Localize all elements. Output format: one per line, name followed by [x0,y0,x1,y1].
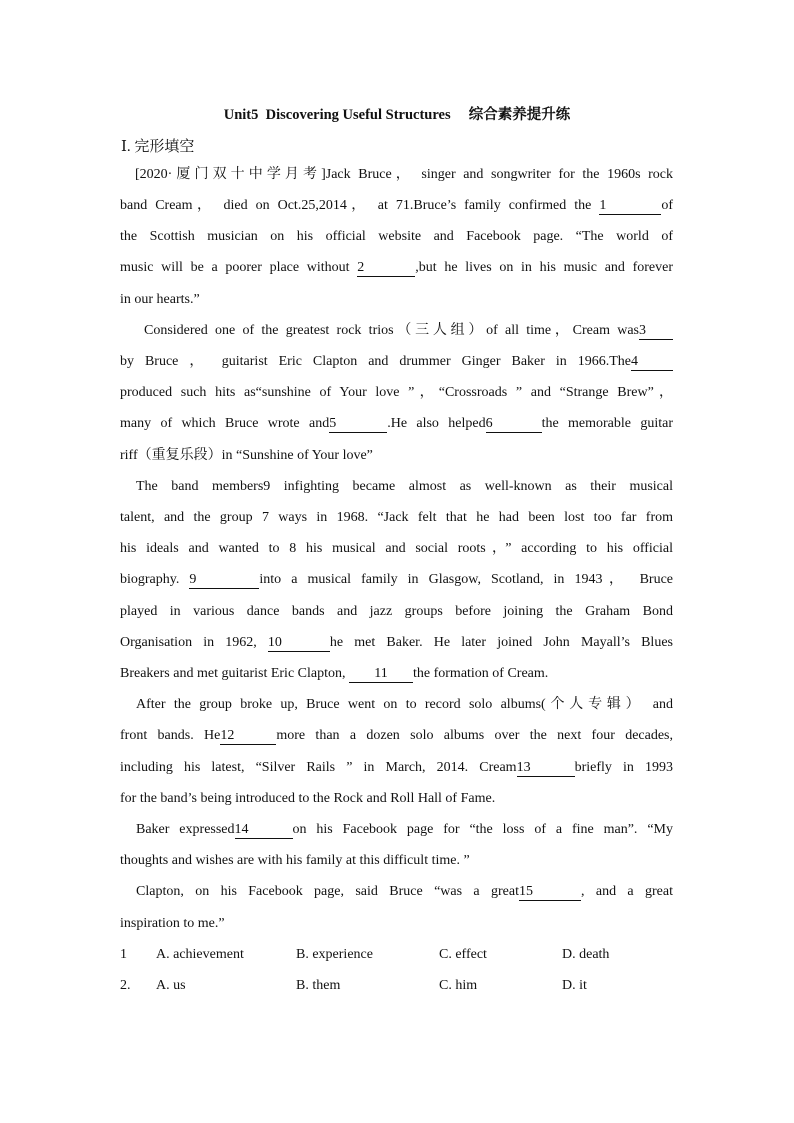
passage-line: thoughts and wishes are with his family at this difficult time. ” [120,853,470,868]
passage-line: music will be a poorer place without 2 ,but he lives on in his music and forever [120,260,674,275]
blank-6[interactable]: 6 [486,416,542,433]
option-d[interactable]: D. it [562,978,587,993]
passage-line: the Scottish musician on his official website and Facebook page. “The world of [120,229,673,244]
blank-4[interactable]: 4 [631,354,673,371]
passage-line: Breakers and met guitarist Eric Clapton, 11 the formation of Cream. [120,666,549,681]
passage-line: many of which Bruce wrote and5 .He also helped6 the memorable guitar [120,416,673,431]
blank-9[interactable]: 9 [189,572,259,589]
passage-line: including his latest, “Silver Rails ” in March, 2014. Cream13 briefly in 1993 [120,760,673,775]
blank-5[interactable]: 5 [329,416,387,433]
passage-line: in our hearts.” [120,292,200,307]
option-b[interactable]: B. them [296,978,341,993]
passage-line: The band members9 infighting became almost as well-known as their musical [136,479,673,494]
option-a[interactable]: A. us [156,978,186,993]
passage-line: Considered one of the greatest rock trios（三人组）of all time，Cream was3 [144,321,673,341]
blank-13[interactable]: 13 [517,760,575,777]
blank-1[interactable]: 1 [599,198,661,215]
option-c[interactable]: C. effect [439,947,487,962]
passage-line: Baker expressed14 on his Facebook page for “the loss of a fine man”. “My [136,822,673,837]
passage-line: front bands. He12 more than a dozen solo albums over the next four decades, [120,728,673,743]
passage-line: riff（重复乐段）in “Sunshine of Your love” [120,448,373,463]
passage-line: Clapton, on his Facebook page, said Bruce “was a great15 , and a great [136,884,673,899]
passage-line: produced such hits as“sunshine of Your love ”，“Crossroads ” and “Strange Brew”， [120,385,673,400]
blank-15[interactable]: 15 [519,884,581,901]
question-number: 1 [120,947,127,962]
passage-line: After the group broke up, Bruce went on to record solo albums(个人专辑） and [136,697,673,712]
passage-line: band Cream， died on Oct.25,2014， at 71.Bruce’s family confirmed the 1 of [120,198,673,213]
passage-line: inspiration to me.” [120,916,225,931]
section-heading: Ⅰ. 完形填空 [121,139,195,155]
question-number: 2. [120,978,131,993]
option-c[interactable]: C. him [439,978,478,993]
worksheet-title: Unit5 Discovering Useful Structures 综合素养提升练 [223,107,571,123]
option-a[interactable]: A. achievement [156,947,244,962]
passage-line: his ideals and wanted to 8 his musical and social roots，” according to his official [120,541,673,556]
passage-line: Organisation in 1962, 10 he met Baker. He later joined John Mayall’s Blues [120,635,673,650]
passage-line: played in various dance bands and jazz groups before joining the Graham Bond [120,604,673,619]
blank-2[interactable]: 2 [357,260,415,277]
option-b[interactable]: B. experience [296,947,373,962]
blank-10[interactable]: 10 [268,635,330,652]
passage-line: for the band’s being introduced to the Rock and Roll Hall of Fame. [120,791,496,806]
option-d[interactable]: D. death [562,947,610,962]
blank-14[interactable]: 14 [235,822,293,839]
blank-12[interactable]: 12 [220,728,276,745]
passage-line: by Bruce ， guitarist Eric Clapton and drummer Ginger Baker in 1966.The4 [120,352,673,372]
blank-3[interactable]: 3 [639,323,673,340]
blank-11[interactable]: 11 [349,666,413,683]
passage-line: talent, and the group 7 ways in 1968. “Jack felt that he had been lost too far from [120,510,673,525]
passage-line: [2020·厦门双十中学月考]Jack Bruce， singer and songwriter for the 1960s rock [135,167,673,182]
passage-line: biography. 9 into a musical family in Glasgow, Scotland, in 1943， Bruce [120,572,673,587]
